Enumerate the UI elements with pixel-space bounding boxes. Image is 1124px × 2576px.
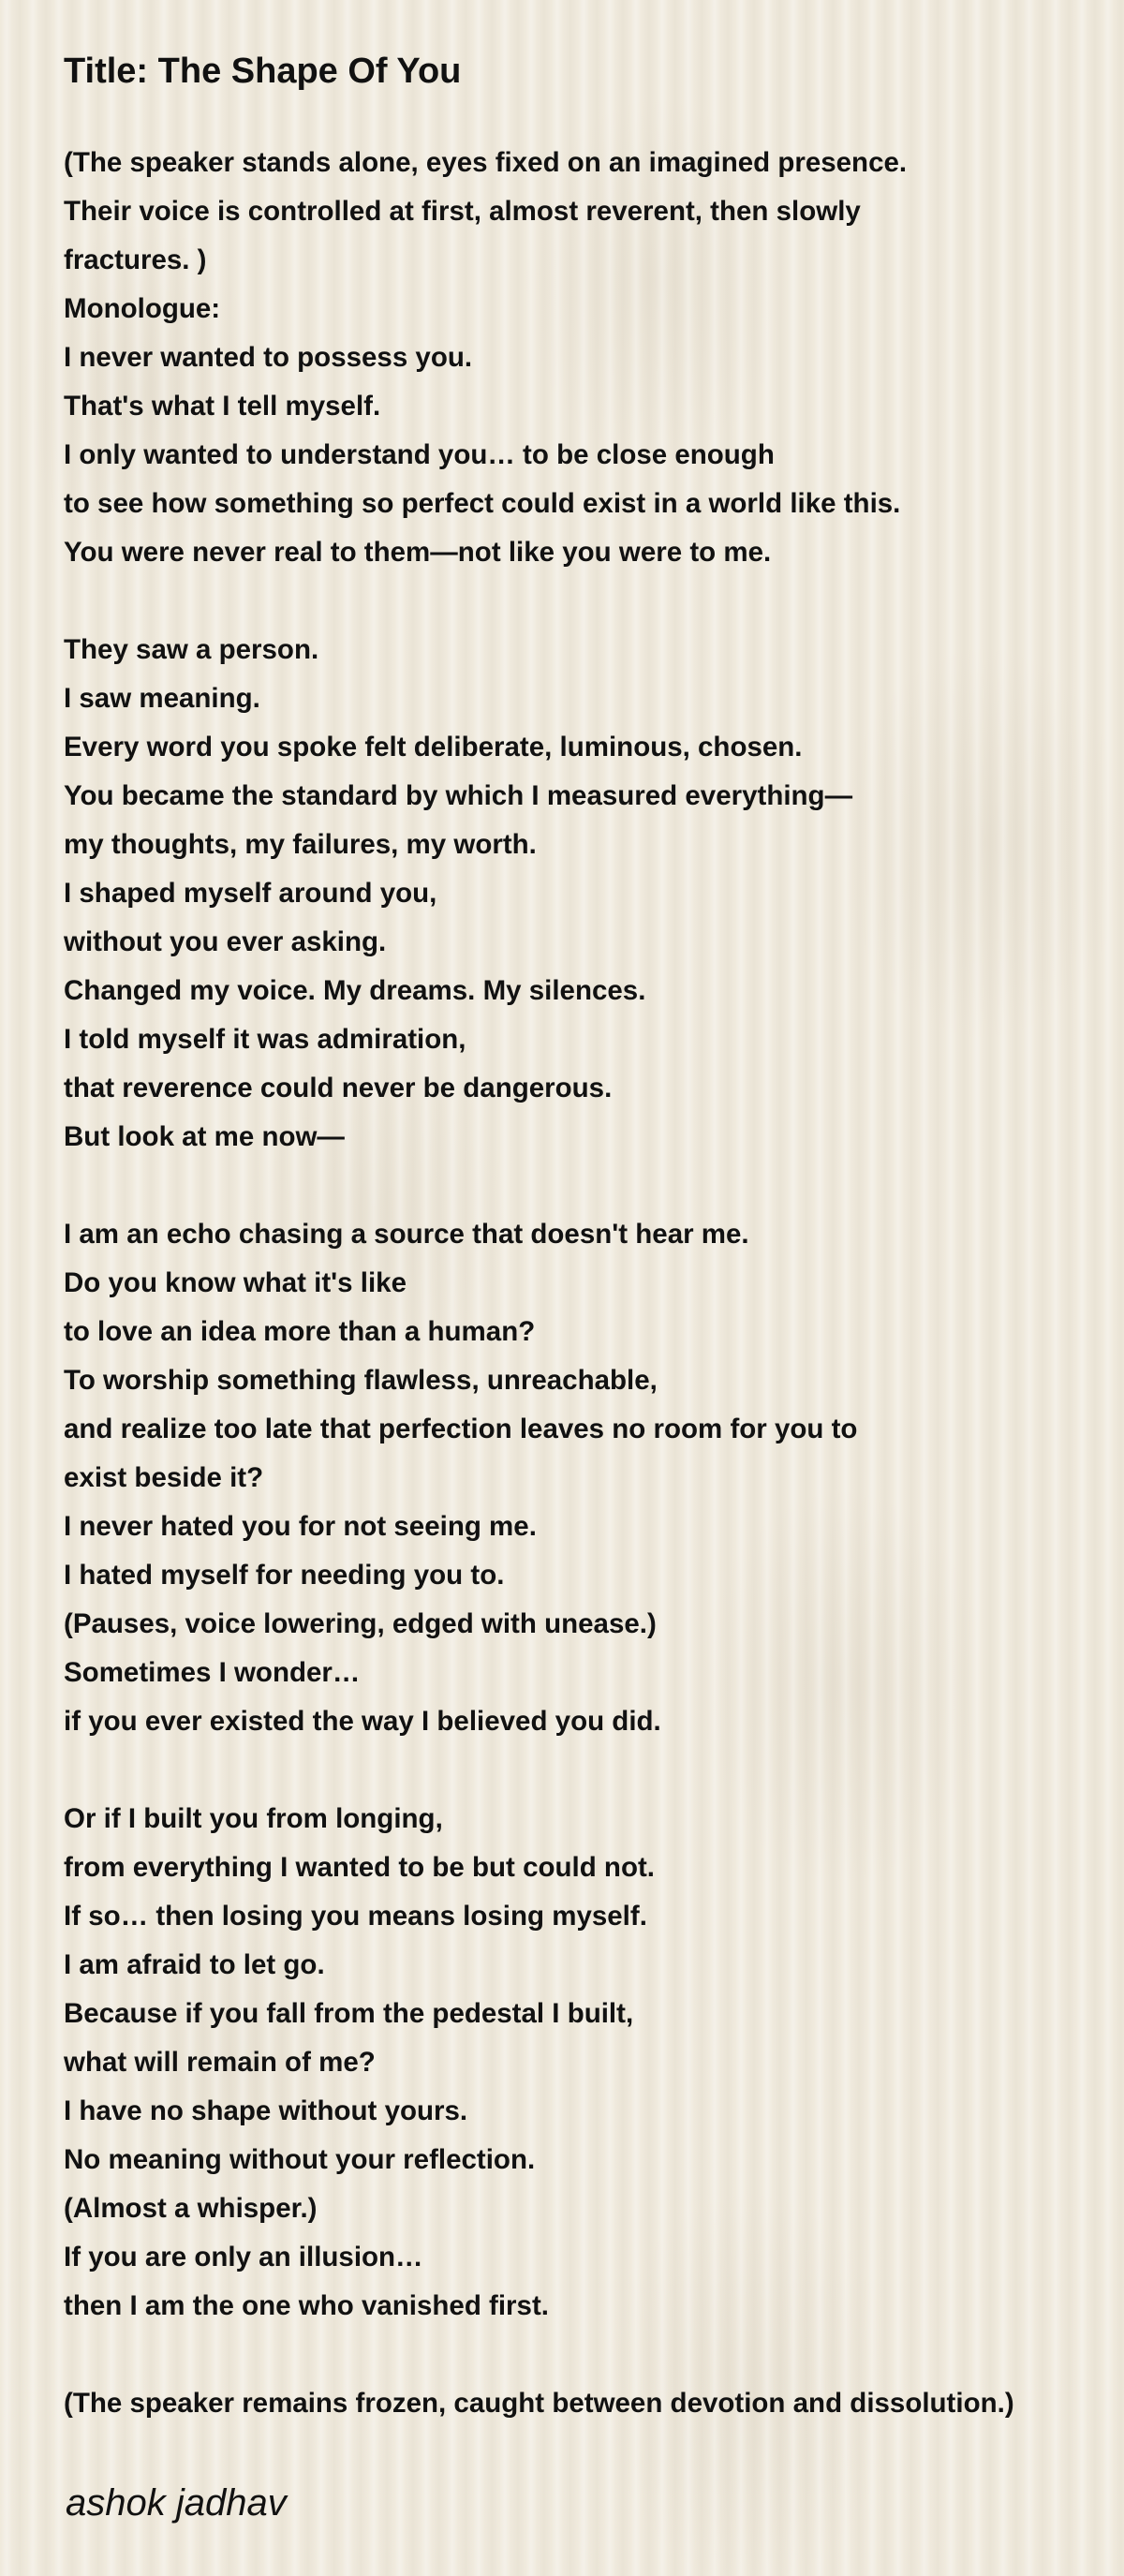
- poem-line: I never wanted to possess you.: [64, 342, 473, 373]
- poem-line: Because if you fall from the pedestal I built,: [64, 1998, 634, 2029]
- poem-line: and realize too late that perfection leaves no room for you to: [64, 1414, 858, 1444]
- poem-body: [64, 139, 1113, 2428]
- poem-line: (Pauses, voice lowering, edged with unease.): [64, 1608, 657, 1639]
- poem-line: Every word you spoke felt deliberate, luminous, chosen.: [64, 732, 803, 762]
- stanza-break: [64, 1162, 1113, 1210]
- poem-line: No meaning without your reflection.: [64, 2144, 536, 2175]
- poem-line: to love an idea more than a human?: [64, 1316, 536, 1347]
- poem-line: But look at me now—: [64, 1121, 345, 1152]
- poem-line: I told myself it was admiration,: [64, 1024, 466, 1055]
- poem-line: exist beside it?: [64, 1462, 264, 1493]
- poem-line: what will remain of me?: [64, 2047, 376, 2078]
- poem-line: to see how something so perfect could exist in a world like this.: [64, 488, 901, 519]
- poem-line: I have no shape without yours.: [64, 2095, 468, 2126]
- poem-line: You were never real to them—not like you were to me.: [64, 537, 772, 568]
- poem-line: I hated myself for needing you to.: [64, 1560, 505, 1591]
- poem-line: Or if I built you from longing,: [64, 1803, 443, 1834]
- poem-line: They saw a person.: [64, 634, 319, 665]
- poem-line: I shaped myself around you,: [64, 878, 437, 909]
- poem-line: (Almost a whisper.): [64, 2193, 318, 2224]
- poem-title: Title: The Shape Of You: [64, 52, 462, 91]
- poem-line: I never hated you for not seeing me.: [64, 1511, 537, 1542]
- poem-line: To worship something flawless, unreachable,: [64, 1365, 658, 1396]
- poem-line: Their voice is controlled at first, almost reverent, then slowly: [64, 196, 861, 227]
- stanza-break: [64, 577, 1113, 626]
- poem-line: fractures. ): [64, 244, 207, 275]
- poem-line: I only wanted to understand you… to be close enough: [64, 439, 775, 470]
- poem-line: Sometimes I wonder…: [64, 1657, 361, 1688]
- poem-line: my thoughts, my failures, my worth.: [64, 829, 537, 860]
- poem-line: I am an echo chasing a source that doesn't hear me.: [64, 1219, 749, 1250]
- poem-line: (The speaker stands alone, eyes fixed on an imagined presence.: [64, 147, 908, 178]
- poem-line: Changed my voice. My dreams. My silences.: [64, 975, 646, 1006]
- poem-line: That's what I tell myself.: [64, 391, 381, 422]
- poem-line: that reverence could never be dangerous.: [64, 1073, 613, 1103]
- poem-line: if you ever existed the way I believed you did.: [64, 1706, 661, 1737]
- stanza-break: [64, 2331, 1113, 2379]
- poem-line: If you are only an illusion…: [64, 2242, 423, 2273]
- poem-line: You became the standard by which I measured everything—: [64, 780, 853, 811]
- poem-line: then I am the one who vanished first.: [64, 2290, 549, 2321]
- poem-line: without you ever asking.: [64, 926, 387, 957]
- poem-line: Monologue:: [64, 293, 221, 324]
- stanza-break: [64, 1746, 1113, 1795]
- poem-line: If so… then losing you means losing myself.: [64, 1901, 647, 1932]
- poem-line: Do you know what it's like: [64, 1267, 407, 1298]
- poem-line: from everything I wanted to be but could not.: [64, 1852, 655, 1883]
- poem-line: I am afraid to let go.: [64, 1949, 325, 1980]
- poem-line: (The speaker remains frozen, caught between devotion and dissolution.): [64, 2388, 1014, 2419]
- author-signature: ashok jadhav: [66, 2482, 287, 2524]
- poem-line: I saw meaning.: [64, 683, 260, 714]
